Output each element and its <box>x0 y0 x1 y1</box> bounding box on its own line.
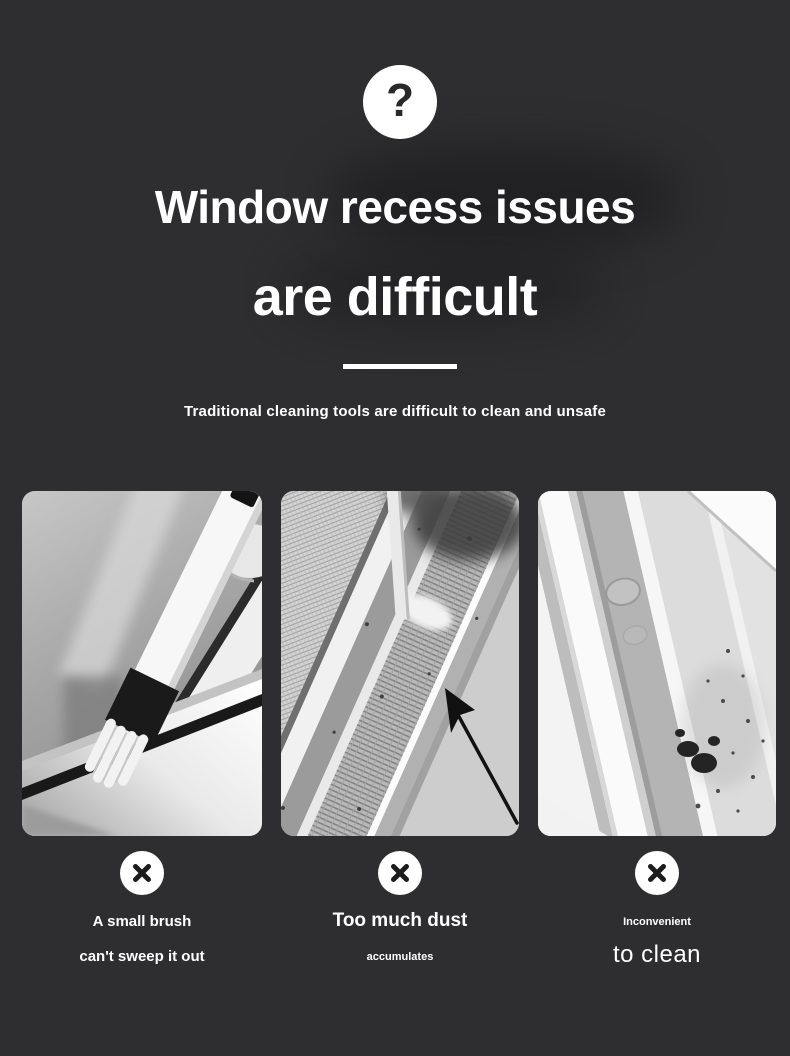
title-underline <box>343 364 457 369</box>
issue-caption-line2: to clean <box>612 941 702 969</box>
x-mark-icon <box>646 862 668 884</box>
issue-column-dust <box>281 491 519 968</box>
issue-caption-line1: Too much dust <box>332 910 468 931</box>
issue-column-small-brush <box>22 491 262 968</box>
x-mark-badge <box>120 851 164 895</box>
x-mark-badge <box>378 851 422 895</box>
photo-small-brush-cleaning-window-groove <box>22 491 262 836</box>
title-line-1: Window recess issues <box>154 181 636 233</box>
title-line-2: are difficult <box>252 267 538 327</box>
subtitle: Traditional cleaning tools are difficult to clean and unsafe <box>183 403 607 420</box>
track-photo-illustration <box>538 491 776 836</box>
brush-photo-illustration <box>22 491 262 836</box>
photo-dirty-window-track <box>538 491 776 836</box>
issue-caption-line2: can't sweep it out <box>79 947 205 965</box>
x-mark-icon <box>389 862 411 884</box>
question-badge <box>363 65 437 139</box>
x-mark-icon <box>131 862 153 884</box>
question-mark-icon: ? <box>385 74 415 126</box>
x-mark-badge <box>635 851 679 895</box>
photo-dusty-window-track-with-arrow <box>281 491 519 836</box>
issue-caption-line1: A small brush <box>92 913 192 930</box>
issue-caption-line2: accumulates <box>366 950 434 963</box>
issues-row <box>22 491 776 968</box>
dust-photo-illustration <box>281 491 519 836</box>
issue-caption-line1: Inconvenient <box>623 916 691 928</box>
issue-column-inconvenient <box>538 491 776 968</box>
